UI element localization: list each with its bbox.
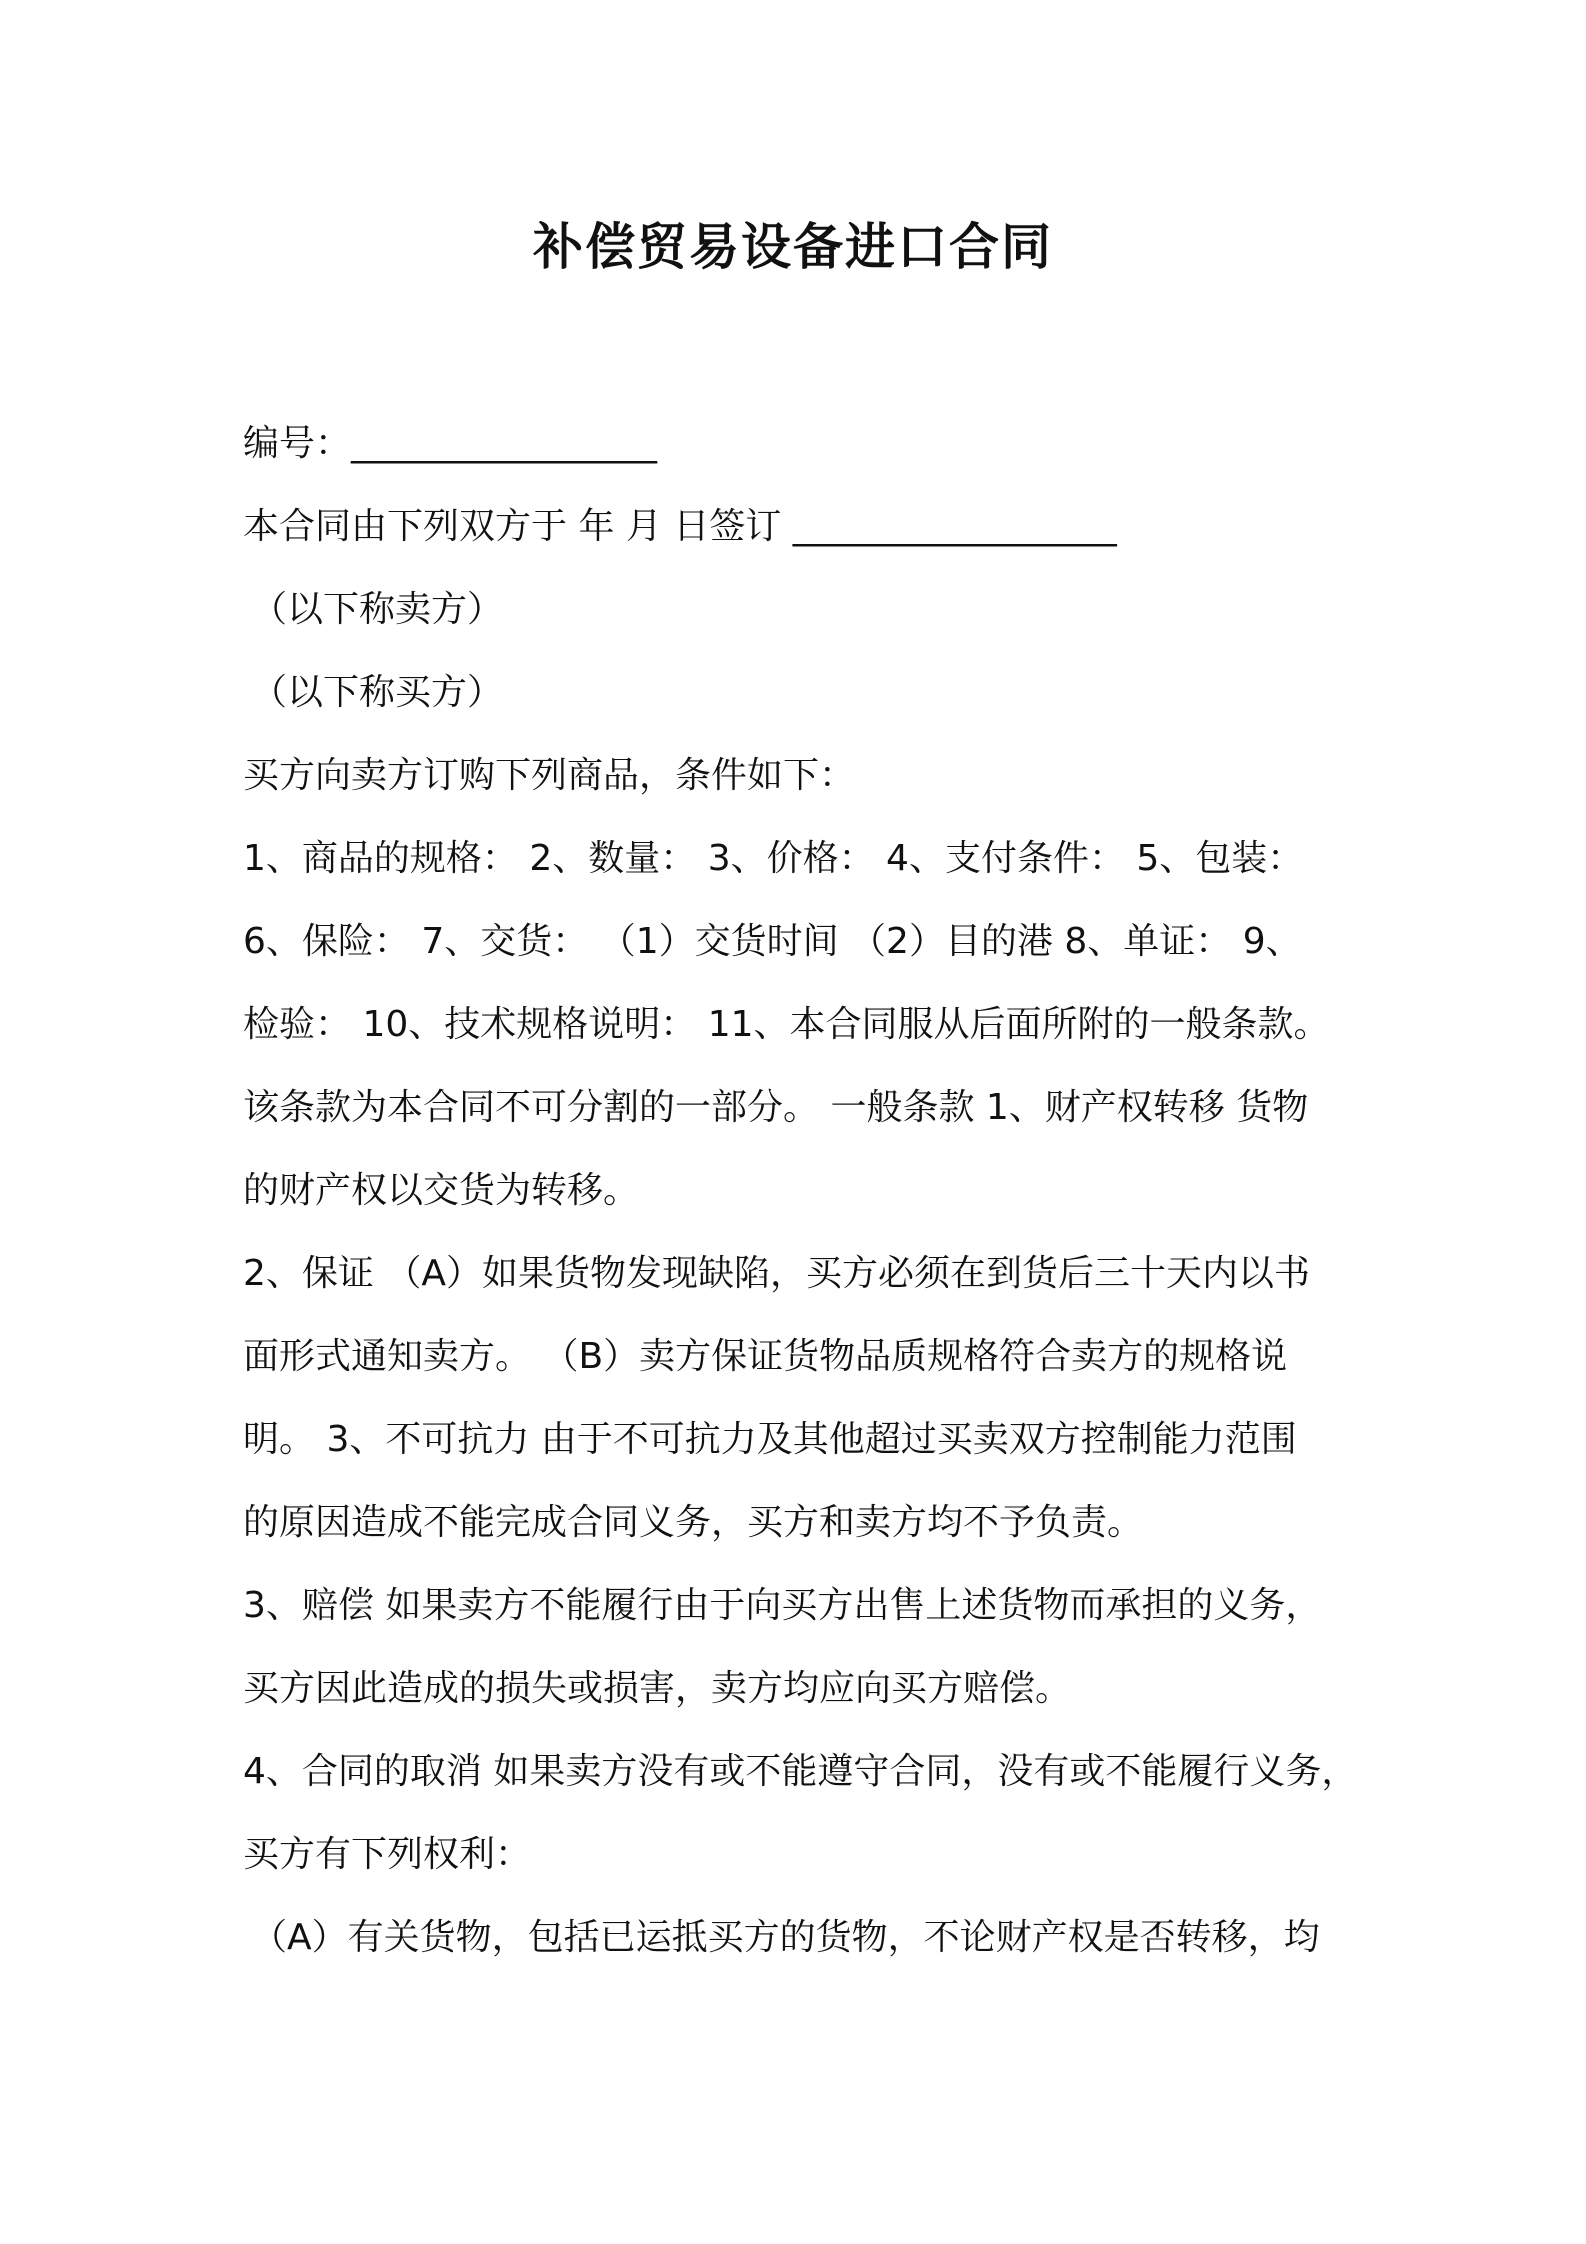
paragraph-line: 明。 3、不可抗力 由于不可抗力及其他超过买卖双方控制能力范围 <box>243 1419 1297 1460</box>
paragraph-line: 该条款为本合同不可分割的一部分。 一般条款 1、财产权转移 货物 <box>243 1087 1309 1128</box>
paragraph-line: 买方因此造成的损失或损害，卖方均应向买方赔偿。 <box>243 1668 1072 1709</box>
paragraph-line: 的财产权以交货为转移。 <box>243 1170 640 1211</box>
paragraph-line: 4、合同的取消 如果卖方没有或不能遵守合同，没有或不能履行义务， <box>243 1751 1358 1792</box>
paragraph-line: 3、赔偿 如果卖方不能履行由于向买方出售上述货物而承担的义务， <box>243 1585 1322 1626</box>
paragraph-line: 检验： 10、技术规格说明： 11、本合同服从后面所附的一般条款。 <box>243 1004 1330 1045</box>
seller-line: （以下称卖方） <box>251 589 504 630</box>
paragraph-line: 1、商品的规格： 2、数量： 3、价格： 4、支付条件： 5、包装： <box>243 838 1304 879</box>
paragraph-line: 买方向卖方订购下列商品，条件如下： <box>243 755 856 796</box>
contract-number-line: 编号：_________________ <box>243 423 658 464</box>
paragraph-line: 面形式通知卖方。 （B）卖方保证货物品质规格符合卖方的规格说 <box>243 1336 1288 1377</box>
document-body <box>243 402 1363 1979</box>
buyer-line: （以下称买方） <box>251 672 504 713</box>
paragraph-line: 6、保险： 7、交货： （1）交货时间 （2）目的港 8、单证： 9、 <box>243 921 1302 962</box>
signing-date-line: 本合同由下列双方于 年 月 日签订 __________________ <box>243 506 1117 547</box>
paragraph-line: 的原因造成不能完成合同义务，买方和卖方均不予负责。 <box>243 1502 1144 1543</box>
paragraph-line: 2、保证 （A）如果货物发现缺陷，买方必须在到货后三十天内以书 <box>243 1253 1310 1294</box>
document-title: 补偿贸易设备进口合同 <box>533 218 1053 276</box>
paragraph-line: 买方有下列权利： <box>243 1834 532 1875</box>
paragraph-line: （A）有关货物，包括已运抵买方的货物，不论财产权是否转移，均 <box>251 1917 1320 1958</box>
